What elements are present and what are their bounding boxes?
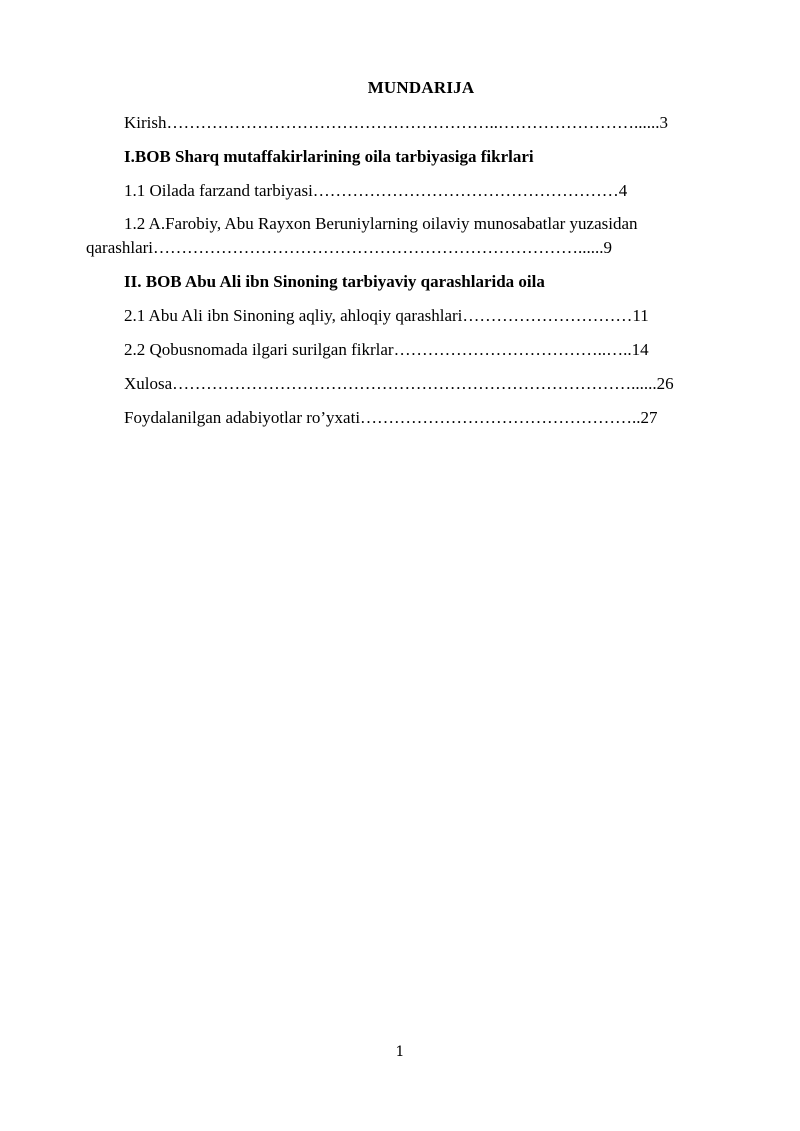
toc-section-1-1: 1.1 Oilada farzand tarbiyasi………………………………………………4	[124, 181, 628, 200]
page-title: MUNDARIJA	[367, 78, 475, 97]
toc-chapter-1: I.BOB Sharq mutaffakirlarining oila tarbiyasiga fikrlari	[124, 147, 534, 166]
toc-section-1-2-continued: qarashlari…………………………………………………………………......9	[86, 238, 613, 257]
toc-entry-kirish: Kirish…………………………………………………..……………………......3	[124, 113, 668, 132]
toc-section-1-2: 1.2 A.Farobiy, Abu Rayxon Beruniylarning oilaviy munosabatlar yuzasidan	[124, 214, 638, 233]
page-number: 1	[395, 1044, 405, 1060]
toc-entry-adabiyotlar: Foydalanilgan adabiyotlar ro’yxati…………………………………………..27	[124, 408, 658, 427]
toc-section-2-2: 2.2 Qobusnomada ilgari surilgan fikrlar………………………………..…..14	[124, 340, 649, 359]
toc-entry-xulosa: Xulosa………………………………………………………………………......26	[124, 374, 674, 393]
toc-section-2-1: 2.1 Abu Ali ibn Sinoning aqliy, ahloqiy qarashlari…………………………11	[124, 306, 649, 325]
toc-chapter-2: II. BOB Abu Ali ibn Sinoning tarbiyaviy qarashlarida oila	[124, 272, 545, 291]
